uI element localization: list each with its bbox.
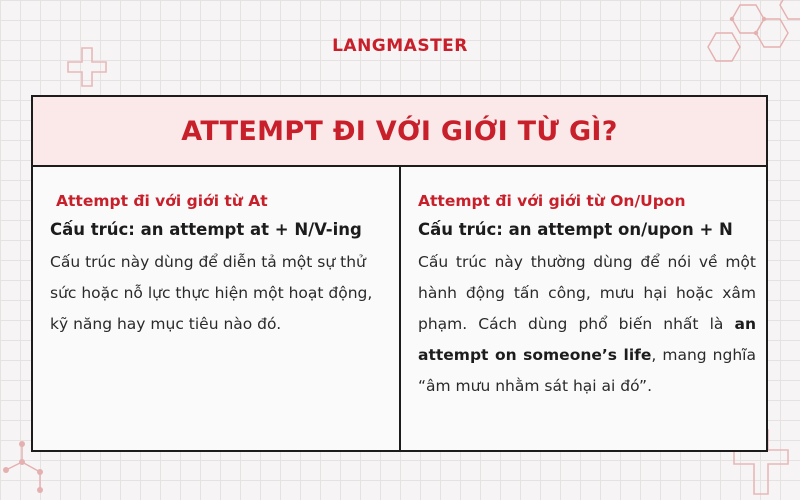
comparison-card: [31, 95, 768, 452]
hexagon-pattern-icon: [700, 0, 800, 70]
column-on-upon-description: [418, 247, 756, 402]
column-on-upon: [401, 167, 766, 450]
column-on-upon-subtitle: Attempt đi với giới từ On/Upon: [418, 192, 686, 210]
description-highlight: an attempt on someone’s life: [418, 315, 756, 364]
column-at-description: Cấu trúc này dùng để diễn tả một sự thử sức hoặc nỗ lực thực hiện một hoạt động, kỹ năng hay mục tiêu nào đó.: [50, 253, 373, 333]
card-body: [33, 167, 766, 450]
column-at-structure: Cấu trúc: an attempt at + N/V-ing: [50, 220, 362, 239]
brand-logo: LANGMASTER: [332, 36, 468, 56]
column-on-upon-structure: Cấu trúc: an attempt on/upon + N: [418, 220, 733, 239]
card-header: [33, 97, 766, 167]
column-at-subtitle: Attempt đi với giới từ At: [56, 192, 268, 210]
description-text-start: Cấu trúc này thường dùng để nói về một hành động tấn công, mưu hại hoặc xâm phạm. Cách dùng phổ biến nhất là: [418, 253, 756, 333]
column-at: [33, 167, 401, 450]
description-text-end: , mang nghĩa “âm mưu nhằm sát hại ai đó”.: [418, 346, 756, 395]
card-title: ATTEMPT ĐI VỚI GIỚI TỪ GÌ?: [181, 115, 618, 147]
